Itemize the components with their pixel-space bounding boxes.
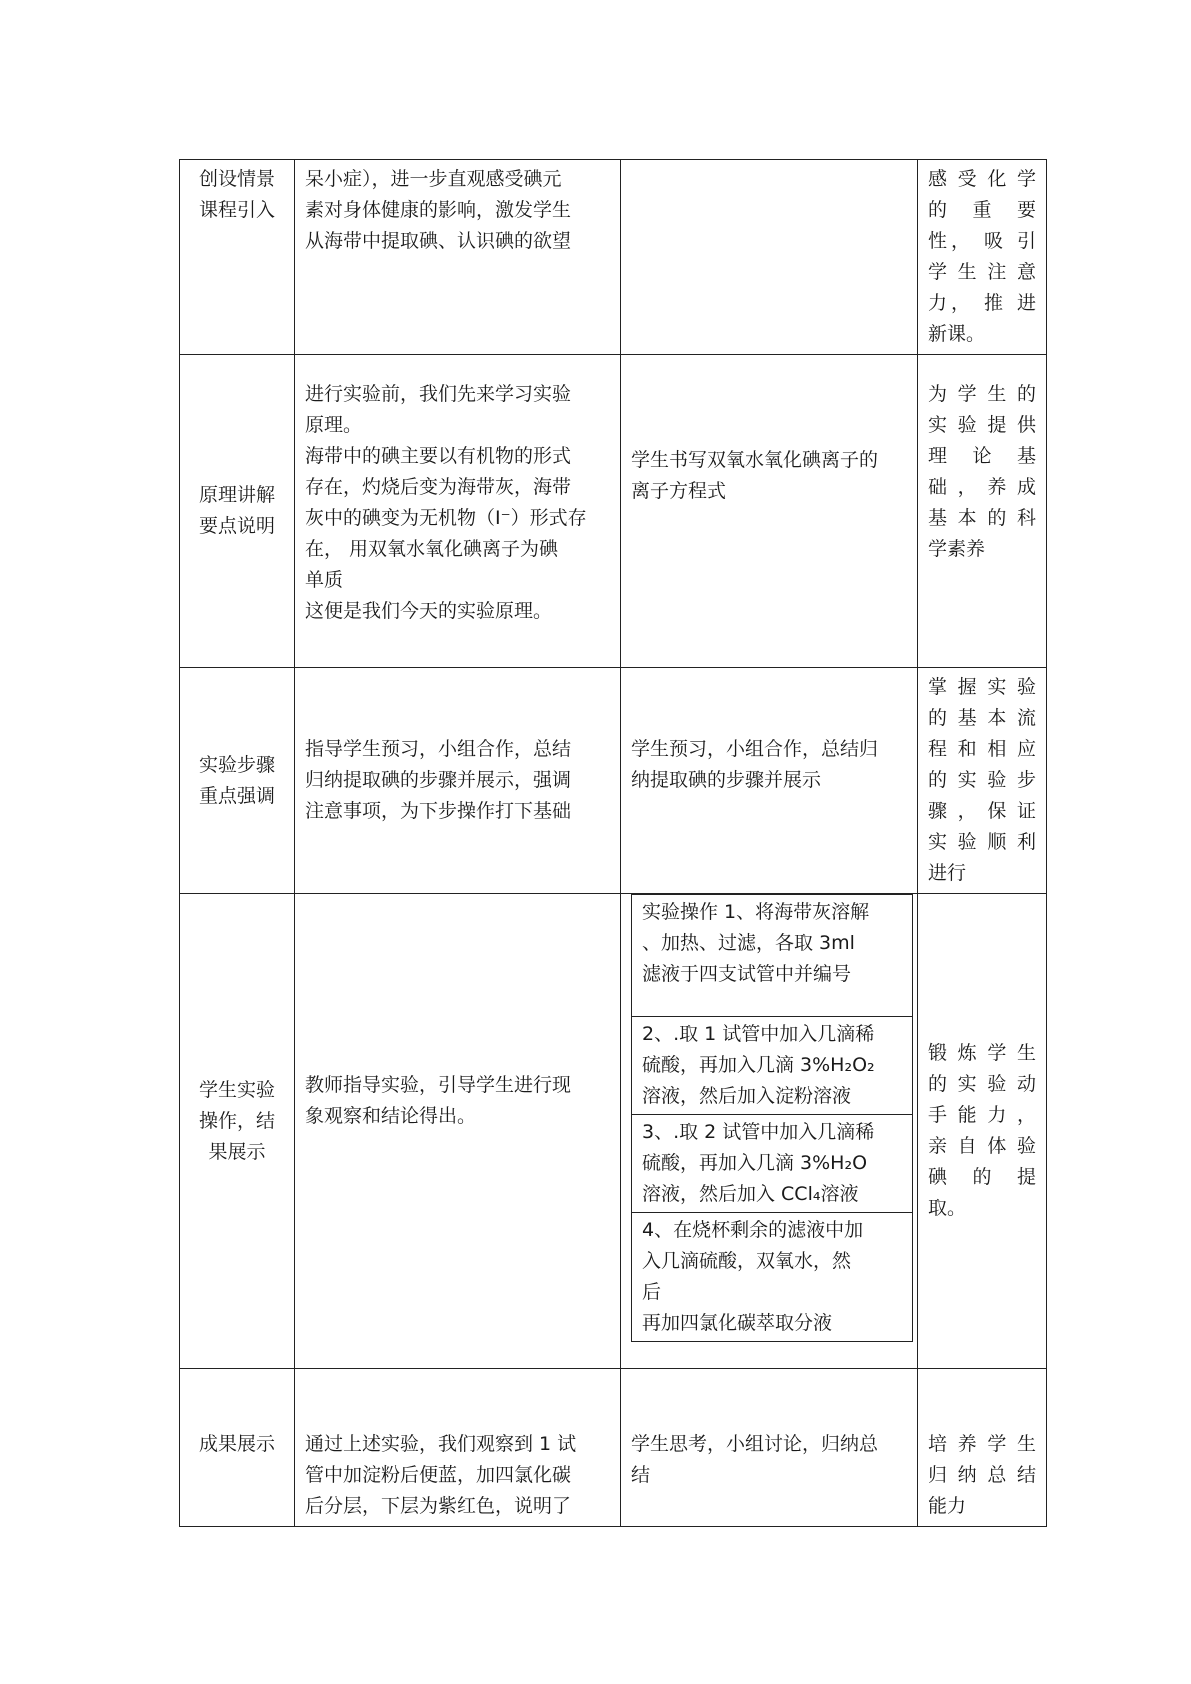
- table-row: [632, 1017, 913, 1115]
- teacher-activity-cell: 进行实验前，我们先来学习实验 原理。 海带中的碘主要以有机物的形式 存在，灼烧后变为海带灰，海带 灰中的碘变为无机物（I⁻）形式存 在， 用双氧水氧化碘离子为碘 单质 这便是我们今天的实验原理。: [295, 355, 621, 668]
- student-activity-cell: 学生思考，小组讨论，归纳总 结: [621, 1369, 918, 1527]
- stage-cell: 创设情景 课程引入: [180, 160, 295, 355]
- student-activity-cell: 学生预习，小组合作，总结归 纳提取碘的步骤并展示: [621, 668, 918, 894]
- table-row: [180, 1369, 1047, 1527]
- operation-step-2: 2、.取 1 试管中加入几滴稀 硫酸，再加入几滴 3%H₂O₂ 溶液，然后加入淀粉溶液: [632, 1017, 913, 1115]
- table-row: [180, 894, 1047, 1369]
- student-activity-cell: 学生书写双氧水氧化碘离子的 离子方程式: [621, 355, 918, 668]
- operation-step-3: 3、.取 2 试管中加入几滴稀 硫酸，再加入几滴 3%H₂O 溶液，然后加入 CCl₄溶液: [632, 1115, 913, 1213]
- table-row: [180, 160, 1047, 355]
- design-intent-cell: 培养学生 归纳总结 能力: [918, 1369, 1047, 1527]
- table-row: [632, 895, 913, 1017]
- teacher-activity-cell: 教师指导实验，引导学生进行现 象观察和结论得出。: [295, 894, 621, 1369]
- design-intent-cell: 掌握实验 的基本流 程和相应 的实验步 骤，保证 实验顺利 进行: [918, 668, 1047, 894]
- table-row: [180, 355, 1047, 668]
- teacher-activity-cell: 通过上述实验，我们观察到 1 试 管中加淀粉后便蓝，加四氯化碳 后分层，下层为紫红色，说明了: [295, 1369, 621, 1527]
- operations-table: [631, 894, 913, 1342]
- student-activity-cell: [621, 160, 918, 355]
- table-row: [632, 1213, 913, 1342]
- operation-step-1: 实验操作 1、将海带灰溶解 、加热、过滤，各取 3ml 滤液于四支试管中并编号: [632, 895, 913, 1017]
- stage-cell: 实验步骤 重点强调: [180, 668, 295, 894]
- teacher-activity-cell: 呆小症），进一步直观感受碘元 素对身体健康的影响，激发学生 从海带中提取碘、认识碘的欲望: [295, 160, 621, 355]
- table-row: [180, 668, 1047, 894]
- lesson-plan-table: [179, 159, 1047, 1527]
- teacher-activity-cell: 指导学生预习，小组合作，总结 归纳提取碘的步骤并展示，强调 注意事项，为下步操作打下基础: [295, 668, 621, 894]
- operation-step-4: 4、在烧杯剩余的滤液中加 入几滴硫酸，双氧水，然 后 再加四氯化碳萃取分液: [632, 1213, 913, 1342]
- experiment-operations-cell: [621, 894, 918, 1369]
- stage-cell: 学生实验 操作，结 果展示: [180, 894, 295, 1369]
- design-intent-cell: 感受化学 的 重 要 性， 吸 引 学生注意 力， 推 进 新课。: [918, 160, 1047, 355]
- table-row: [632, 1115, 913, 1213]
- stage-cell: 成果展示: [180, 1369, 295, 1527]
- design-intent-cell: 为学生的 实验提供 理 论 基 础，养成 基本的科 学素养: [918, 355, 1047, 668]
- stage-cell: 原理讲解 要点说明: [180, 355, 295, 668]
- design-intent-cell: 锻炼学生 的实验动 手能力， 亲自体验 碘 的 提 取。: [918, 894, 1047, 1369]
